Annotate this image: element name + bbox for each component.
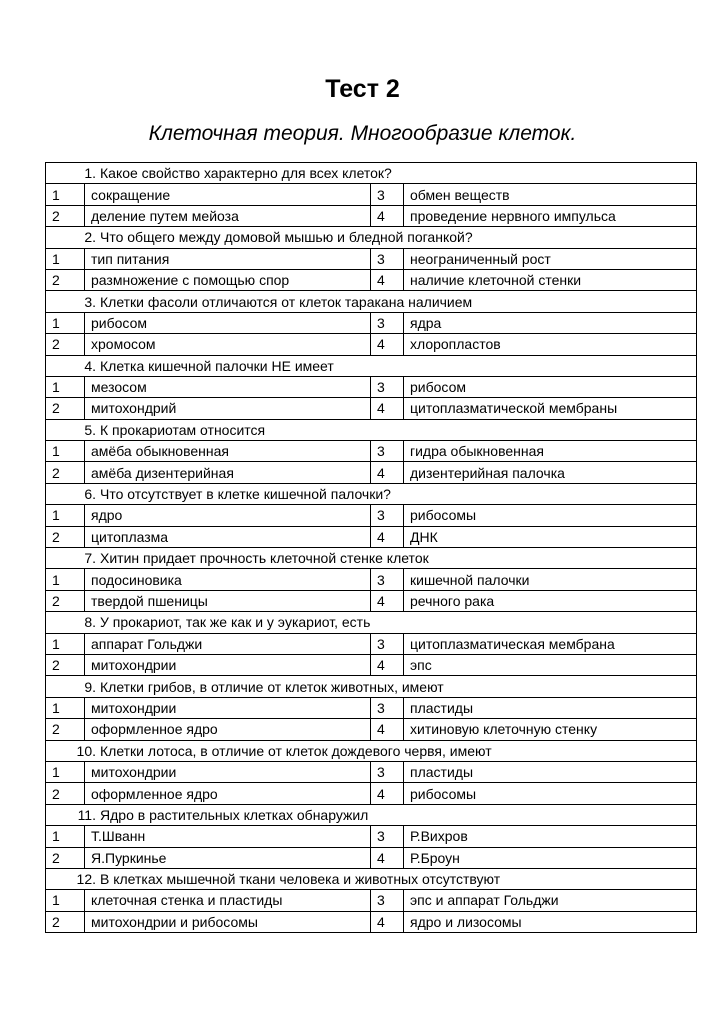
- answer-number: 4: [371, 398, 404, 419]
- answer-row: [46, 269, 697, 290]
- question-number: 9.: [84, 678, 96, 695]
- answer-row: [46, 847, 697, 868]
- answer-text: Т.Шванн: [85, 826, 371, 847]
- question-number: 5.: [84, 421, 96, 438]
- question-number: 2.: [84, 229, 96, 246]
- answer-row: [46, 248, 697, 269]
- question-number: 8.: [84, 614, 96, 631]
- answer-text: проведение нервного импульса: [404, 205, 697, 226]
- question-cell: [46, 740, 697, 761]
- answer-text: хитиновую клеточную стенку: [404, 719, 697, 740]
- answer-text: митохондрии: [85, 654, 371, 675]
- answer-text: цитоплазма: [85, 526, 371, 547]
- answer-text: деление путем мейоза: [85, 205, 371, 226]
- question-number: 4.: [84, 357, 96, 374]
- answer-text: ядра: [404, 312, 697, 333]
- answer-number: 4: [371, 654, 404, 675]
- answer-text: митохондрии: [85, 697, 371, 718]
- page-title: Тест 2: [325, 75, 400, 103]
- answer-row: [46, 783, 697, 804]
- answer-number: 4: [371, 334, 404, 355]
- answer-row: [46, 205, 697, 226]
- answer-number: 1: [46, 376, 85, 397]
- question-cell: [46, 227, 697, 248]
- question-row: [46, 355, 697, 376]
- answer-number: 4: [371, 719, 404, 740]
- question-number: 12.: [76, 871, 96, 888]
- answer-row: [46, 697, 697, 718]
- answer-row: [46, 376, 697, 397]
- answer-number: 2: [46, 205, 85, 226]
- question-row: [46, 548, 697, 569]
- answer-number: 4: [371, 205, 404, 226]
- question-cell: [46, 419, 697, 440]
- quiz-table: [45, 162, 697, 933]
- answer-number: 1: [46, 826, 85, 847]
- answer-row: [46, 526, 697, 547]
- answer-number: 1: [46, 248, 85, 269]
- answer-number: 3: [371, 761, 404, 782]
- answer-row: [46, 911, 697, 932]
- answer-row: [46, 569, 697, 590]
- answer-row: [46, 719, 697, 740]
- answer-row: [46, 312, 697, 333]
- answer-row: [46, 826, 697, 847]
- question-number: 11.: [77, 806, 96, 823]
- answer-number: 2: [46, 911, 85, 932]
- answer-text: амёба обыкновенная: [85, 441, 371, 462]
- question-number: 7.: [84, 550, 96, 567]
- answer-text: сокращение: [85, 184, 371, 205]
- answer-number: 3: [371, 826, 404, 847]
- answer-row: [46, 441, 697, 462]
- answer-text: Я.Пуркинье: [85, 847, 371, 868]
- question-row: [46, 804, 697, 825]
- answer-number: 1: [46, 890, 85, 911]
- answer-text: рибосом: [404, 376, 697, 397]
- answer-number: 4: [371, 526, 404, 547]
- answer-number: 2: [46, 462, 85, 483]
- answer-row: [46, 761, 697, 782]
- question-row: [46, 676, 697, 697]
- answer-text: пластиды: [404, 761, 697, 782]
- answer-text: рибосомы: [404, 783, 697, 804]
- answer-row: [46, 334, 697, 355]
- answer-number: 3: [371, 376, 404, 397]
- answer-number: 3: [371, 312, 404, 333]
- answer-number: 3: [371, 505, 404, 526]
- question-number: 1.: [84, 165, 96, 182]
- answer-number: 1: [46, 505, 85, 526]
- question-cell: [46, 676, 697, 697]
- answer-text: подосиновика: [85, 569, 371, 590]
- answer-number: 4: [371, 269, 404, 290]
- answer-text: митохондрий: [85, 398, 371, 419]
- answer-number: 4: [371, 783, 404, 804]
- question-text: Хитин придает прочность клеточной стенке клеток: [100, 550, 429, 567]
- question-text: В клетках мышечной ткани человека и животных отсутствуют: [100, 871, 501, 888]
- answer-number: 2: [46, 590, 85, 611]
- answer-row: [46, 398, 697, 419]
- answer-number: 2: [46, 334, 85, 355]
- answer-text: твердой пшеницы: [85, 590, 371, 611]
- question-row: [46, 291, 697, 312]
- question-text: Клетки фасоли отличаются от клеток таракана наличием: [100, 293, 473, 310]
- answer-text: обмен веществ: [404, 184, 697, 205]
- answer-number: 2: [46, 526, 85, 547]
- answer-row: [46, 633, 697, 654]
- question-text: Клетки лотоса, в отличие от клеток дождевого червя, имеют: [100, 742, 492, 759]
- question-text: Клетки грибов, в отличие от клеток животных, имеют: [100, 678, 444, 695]
- answer-number: 3: [371, 633, 404, 654]
- answer-number: 2: [46, 269, 85, 290]
- answer-row: [46, 184, 697, 205]
- question-row: [46, 612, 697, 633]
- question-number: 3.: [84, 293, 96, 310]
- answer-text: хлоропластов: [404, 334, 697, 355]
- answer-text: эпс и аппарат Гольджи: [404, 890, 697, 911]
- answer-text: аппарат Гольджи: [85, 633, 371, 654]
- question-text: К прокариотам относится: [100, 421, 266, 438]
- answer-text: ДНК: [404, 526, 697, 547]
- question-row: [46, 419, 697, 440]
- question-cell: [46, 868, 697, 889]
- answer-number: 3: [371, 697, 404, 718]
- question-cell: [46, 804, 697, 825]
- answer-number: 2: [46, 783, 85, 804]
- answer-number: 2: [46, 847, 85, 868]
- answer-text: рибосом: [85, 312, 371, 333]
- question-cell: [46, 483, 697, 504]
- answer-text: кишечной палочки: [404, 569, 697, 590]
- answer-text: эпс: [404, 654, 697, 675]
- answer-number: 2: [46, 719, 85, 740]
- answer-text: мезосом: [85, 376, 371, 397]
- answer-text: пластиды: [404, 697, 697, 718]
- question-cell: [46, 291, 697, 312]
- question-cell: [46, 612, 697, 633]
- answer-number: 1: [46, 633, 85, 654]
- answer-text: размножение с помощью спор: [85, 269, 371, 290]
- question-text: У прокариот, так же как и у эукариот, есть: [100, 614, 371, 631]
- question-text: Какое свойство характерно для всех клеток?: [100, 165, 392, 182]
- answer-text: Р.Вихров: [404, 826, 697, 847]
- answer-text: клеточная стенка и пластиды: [85, 890, 371, 911]
- answer-text: амёба дизентерийная: [85, 462, 371, 483]
- answer-number: 4: [371, 590, 404, 611]
- answer-number: 3: [371, 890, 404, 911]
- answer-text: митохондрии: [85, 761, 371, 782]
- answer-text: оформленное ядро: [85, 783, 371, 804]
- answer-text: тип питания: [85, 248, 371, 269]
- question-text: Ядро в растительных клетках обнаружил: [100, 806, 369, 823]
- answer-text: неограниченный рост: [404, 248, 697, 269]
- answer-text: дизентерийная палочка: [404, 462, 697, 483]
- answer-number: 4: [371, 462, 404, 483]
- answer-number: 1: [46, 761, 85, 782]
- question-cell: [46, 163, 697, 184]
- answer-number: 2: [46, 398, 85, 419]
- answer-row: [46, 505, 697, 526]
- question-number: 6.: [84, 486, 96, 503]
- answer-number: 4: [371, 847, 404, 868]
- answer-number: 3: [371, 441, 404, 462]
- answer-number: 1: [46, 441, 85, 462]
- answer-text: рибосомы: [404, 505, 697, 526]
- answer-text: митохондрии и рибосомы: [85, 911, 371, 932]
- answer-number: 3: [371, 248, 404, 269]
- question-row: [46, 163, 697, 184]
- question-cell: [46, 355, 697, 376]
- page-subtitle: Клеточная теория. Многообразие клеток.: [148, 122, 577, 145]
- answer-number: 1: [46, 697, 85, 718]
- answer-row: [46, 590, 697, 611]
- question-text: Что отсутствует в клетке кишечной палочки?: [100, 486, 391, 503]
- answer-row: [46, 462, 697, 483]
- question-text: Что общего между домовой мышью и бледной поганкой?: [100, 229, 473, 246]
- answer-text: наличие клеточной стенки: [404, 269, 697, 290]
- question-number: 10.: [76, 742, 96, 759]
- answer-number: 3: [371, 569, 404, 590]
- answer-row: [46, 654, 697, 675]
- answer-text: цитоплазматическая мембрана: [404, 633, 697, 654]
- answer-row: [46, 890, 697, 911]
- question-cell: [46, 548, 697, 569]
- answer-number: 1: [46, 184, 85, 205]
- question-row: [46, 740, 697, 761]
- question-row: [46, 868, 697, 889]
- answer-text: хромосом: [85, 334, 371, 355]
- answer-text: Р.Броун: [404, 847, 697, 868]
- question-text: Клетка кишечной палочки НЕ имеет: [100, 357, 334, 374]
- answer-number: 1: [46, 569, 85, 590]
- answer-text: ядро и лизосомы: [404, 911, 697, 932]
- answer-number: 3: [371, 184, 404, 205]
- answer-text: речного рака: [404, 590, 697, 611]
- answer-text: цитоплазматической мембраны: [404, 398, 697, 419]
- answer-text: ядро: [85, 505, 371, 526]
- answer-number: 1: [46, 312, 85, 333]
- question-row: [46, 483, 697, 504]
- answer-text: оформленное ядро: [85, 719, 371, 740]
- quiz-body: [46, 163, 697, 933]
- question-row: [46, 227, 697, 248]
- answer-text: гидра обыкновенная: [404, 441, 697, 462]
- answer-number: 4: [371, 911, 404, 932]
- answer-number: 2: [46, 654, 85, 675]
